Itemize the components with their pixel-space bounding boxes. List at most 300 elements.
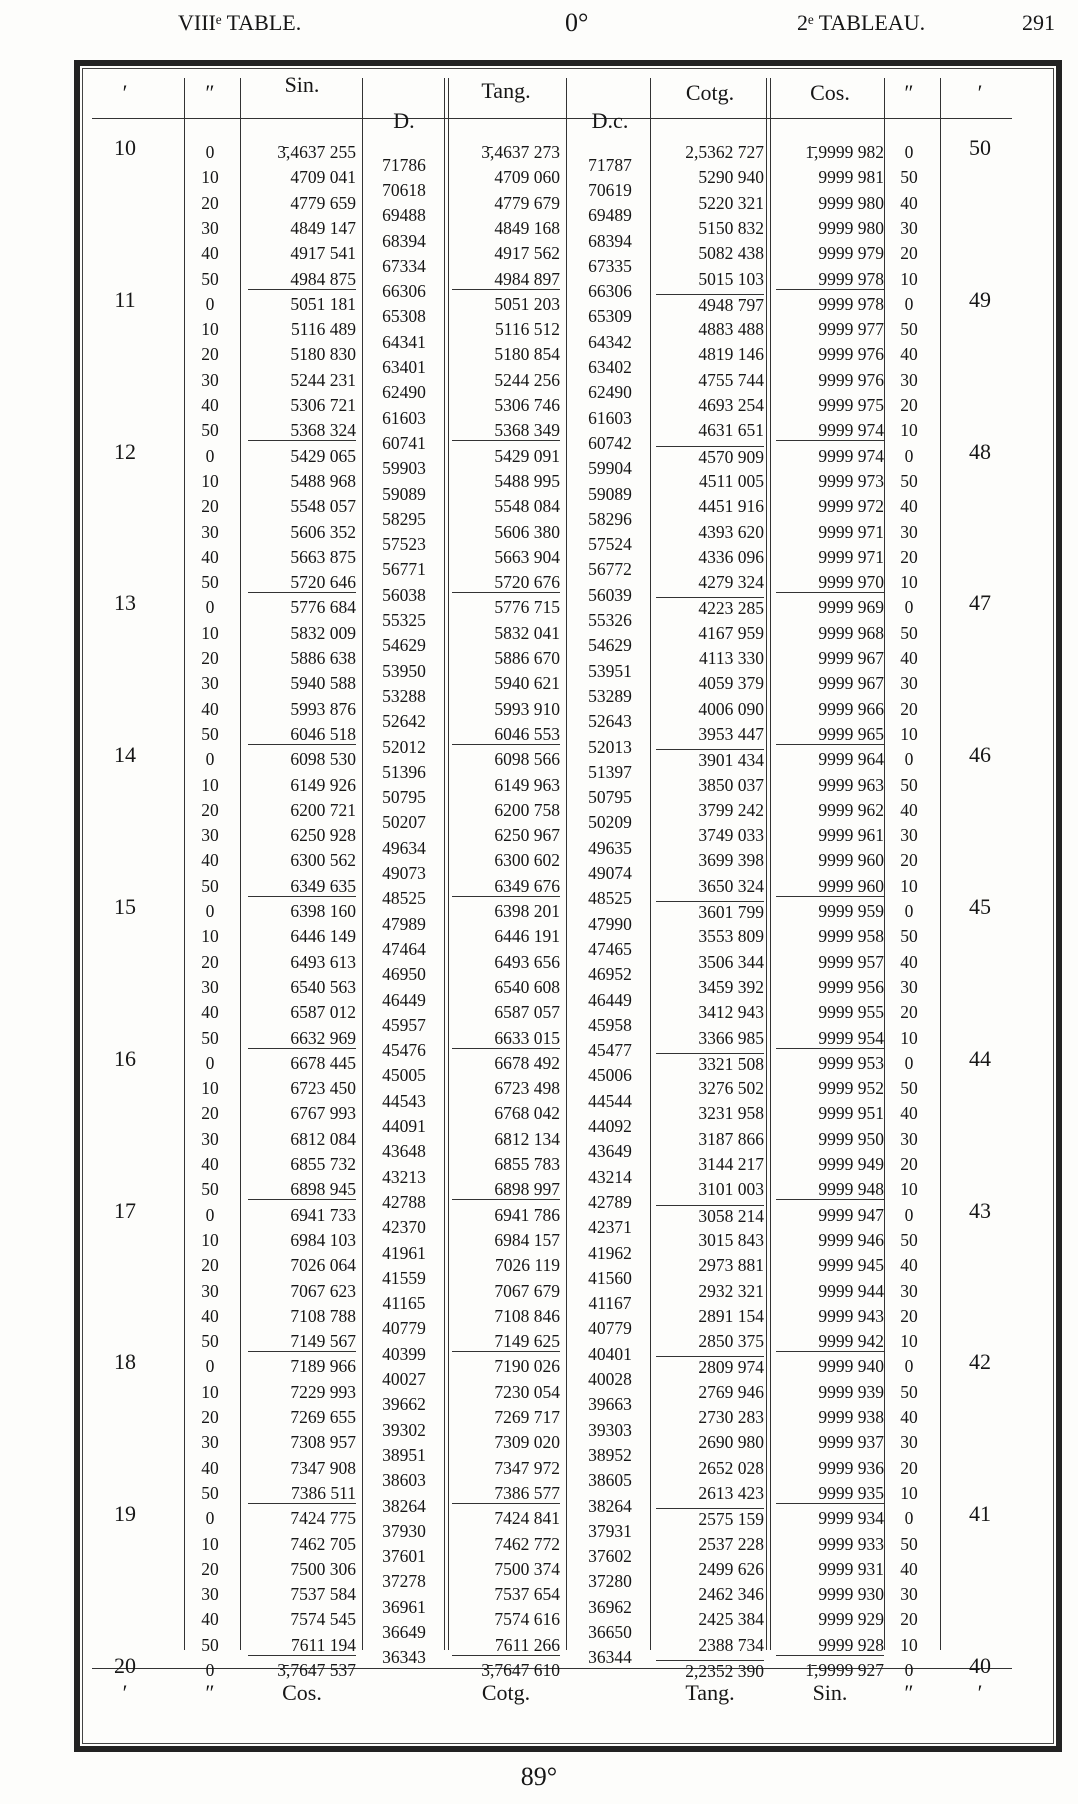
column-rule [444,78,445,1650]
sin-value: 7347 908 [290,1457,356,1478]
sin-value: 6200 721 [290,799,356,820]
cos-value: 9999 931 [818,1558,884,1579]
second-left: 10 [201,622,219,643]
cotg-value: 2891 154 [698,1305,764,1326]
sin-value: 5940 588 [290,673,356,694]
second-right: 30 [900,1128,918,1149]
column-footer: ″ [904,1680,914,1705]
cotg-value: 4167 959 [698,622,764,643]
column-header: Tang. [481,78,531,103]
tan-value: 6493 656 [494,951,560,972]
difference-dc: 42371 [588,1217,632,1238]
tan-value: 4779 679 [494,192,560,213]
tan-value: 6678 492 [494,1052,560,1073]
tan-value: 7462 772 [494,1533,560,1554]
cos-value: 1̄,9999 982 [805,142,884,162]
second-left: 10 [201,1533,219,1554]
column-footer: Tang. [685,1680,735,1705]
tan-value: 5306 746 [494,395,560,415]
cos-value: 9999 936 [818,1457,884,1478]
second-left: 0 [205,901,215,921]
cos-value: 9999 964 [818,749,884,770]
cos-value: 9999 939 [818,1381,884,1402]
tan-value: 5832 041 [494,622,560,643]
second-right: 20 [900,1305,918,1326]
column-header: Cotg. [685,80,735,105]
difference-dc: 38605 [588,1470,632,1491]
cos-value: 9999 962 [818,799,884,820]
difference-d: 50207 [382,812,426,833]
difference-dc: 55326 [588,610,632,631]
column-footer: Cos. [282,1680,322,1705]
tan-value: 6941 786 [494,1204,560,1225]
tan-value: 5180 854 [494,344,560,365]
cos-value: 9999 978 [818,293,884,314]
sin-value: 5663 875 [290,546,356,567]
second-right: 50 [900,774,918,795]
difference-d: 38264 [382,1495,426,1516]
second-left: 30 [201,1280,219,1301]
difference-dc: 64342 [588,331,632,352]
difference-dc: 43649 [588,1141,632,1162]
second-left: 0 [205,749,215,770]
second-left: 50 [201,268,219,289]
second-left: 20 [201,648,219,668]
difference-dc: 44092 [588,1116,632,1137]
sin-value: 6300 562 [290,850,356,871]
column-header: ″ [205,80,215,105]
cos-value: 9999 965 [776,724,884,745]
sin-value: 5368 324 [248,420,356,441]
cos-value: 9999 943 [818,1305,884,1326]
cos-value: 9999 949 [818,1154,884,1174]
second-right: 20 [900,1609,918,1630]
difference-dc: 42789 [588,1191,632,1212]
cos-value: 9999 967 [818,648,884,668]
sin-value: 7424 775 [290,1508,356,1529]
sin-value: 5886 638 [290,648,356,668]
cotg-value: 2575 159 [656,1508,764,1529]
second-left: 30 [201,1432,219,1453]
difference-dc: 63402 [588,357,632,378]
second-left: 50 [201,572,219,593]
cotg-value: 4819 146 [698,344,764,365]
difference-d: 54629 [382,635,426,656]
column-footer: ′ [977,1680,983,1705]
footer-degree: 89° [520,1762,558,1791]
second-left: 0 [205,293,215,314]
cos-value: 9999 970 [776,572,884,593]
sin-value: 6855 732 [290,1154,356,1174]
second-right: 0 [904,1356,914,1377]
difference-d: 36649 [382,1622,426,1643]
tan-value: 7026 119 [495,1255,560,1276]
left-minute: 10 [114,135,136,160]
second-right: 40 [900,951,918,972]
cos-value: 9999 933 [818,1533,884,1554]
second-right: 50 [900,1533,918,1554]
difference-dc: 59089 [588,483,632,504]
cos-value: 9999 963 [818,774,884,795]
sin-value: 4779 659 [290,192,356,213]
sin-value: 5429 065 [290,445,356,466]
column-footer: Sin. [812,1680,848,1705]
column-header: Sin. [284,72,320,97]
sin-value: 7537 584 [290,1584,356,1605]
sin-value: 5306 721 [290,395,356,415]
tan-value: 5886 670 [494,648,560,668]
second-left: 40 [201,1002,219,1023]
difference-dc: 47465 [588,938,632,959]
second-left: 20 [201,799,219,820]
cotg-value: 2652 028 [698,1457,764,1478]
second-left: 0 [205,1660,215,1680]
cos-value: 9999 981 [818,167,884,188]
tan-value: 4849 168 [494,217,560,238]
cotg-value: 5150 832 [698,217,764,238]
cos-value: 9999 980 [818,192,884,213]
header-center: 0° [565,8,589,37]
difference-dc: 52013 [588,736,632,757]
cos-value: 9999 951 [818,1103,884,1124]
right-minute: 41 [969,1501,991,1527]
second-left: 40 [201,1457,219,1478]
left-minute: 17 [114,1197,136,1223]
sin-value: 7149 567 [248,1331,356,1352]
second-right: 50 [900,1078,918,1099]
sin-value: 5548 057 [290,496,356,517]
difference-dc: 41560 [588,1267,632,1288]
difference-d: 63401 [382,357,426,378]
tan-value: 5368 349 [452,420,560,441]
difference-d: 66306 [382,281,426,302]
second-right: 10 [900,875,918,896]
sin-value: 7229 993 [290,1381,356,1402]
second-right: 40 [900,648,918,668]
cos-value: 9999 977 [818,319,884,340]
difference-d: 71786 [382,154,426,175]
second-left: 20 [201,1103,219,1124]
difference-d: 62490 [382,382,426,403]
difference-d: 39662 [382,1394,426,1415]
second-right: 20 [900,1002,918,1023]
column-header: D.c. [591,108,629,133]
second-left: 20 [201,1407,219,1427]
difference-d: 49634 [382,837,426,858]
tan-value: 4984 897 [452,269,560,290]
sin-value: 6349 635 [248,876,356,897]
cos-value: 9999 948 [776,1179,884,1200]
tan-value: 7611 266 [452,1635,560,1656]
cotg-value: 2613 423 [698,1482,764,1503]
cotg-value: 5220 321 [698,192,764,213]
difference-dc: 49074 [588,863,632,884]
second-left: 40 [201,546,219,567]
left-minute: 19 [114,1501,136,1527]
difference-dc: 40779 [588,1318,632,1339]
tan-value: 6633 015 [452,1028,560,1049]
second-right: 20 [900,243,918,264]
second-left: 40 [201,1609,219,1630]
cos-value: 9999 969 [818,597,884,618]
second-left: 10 [201,319,219,340]
cos-value: 9999 930 [818,1584,884,1605]
second-right: 10 [900,572,918,593]
second-right: 40 [900,1407,918,1427]
sin-value: 6941 733 [290,1204,356,1225]
difference-dc: 40401 [588,1343,632,1364]
cotg-value: 3901 434 [656,749,764,770]
second-left: 50 [201,420,219,441]
second-right: 10 [900,723,918,744]
cotg-value: 4755 744 [698,369,764,390]
cos-value: 9999 958 [818,926,884,947]
cos-value: 9999 960 [776,876,884,897]
cotg-value: 3699 398 [698,850,764,871]
cotg-value: 4336 096 [698,546,764,567]
second-right: 40 [900,799,918,820]
sin-value: 4709 041 [290,167,356,188]
cos-value: 9999 946 [818,1229,884,1250]
second-left: 20 [201,192,219,213]
sin-value: 6587 012 [290,1002,356,1023]
sin-value: 5488 968 [290,470,356,491]
left-minute: 12 [114,438,136,464]
difference-dc: 65309 [588,306,632,327]
difference-d: 45476 [382,1040,426,1061]
tan-value: 7269 717 [494,1407,560,1427]
tan-value: 6898 997 [452,1179,560,1200]
cos-value: 9999 971 [818,521,884,542]
cos-value: 9999 976 [818,369,884,390]
second-right: 0 [904,1204,914,1225]
difference-dc: 43214 [588,1166,632,1187]
sin-value: 3̄,4637 255 [277,142,356,162]
second-left: 30 [201,673,219,694]
column-rule [884,78,885,1650]
column-rule [566,78,567,1650]
tan-value: 7386 577 [452,1483,560,1504]
tan-value: 7149 625 [452,1331,560,1352]
second-right: 40 [900,344,918,365]
column-rule [184,78,185,1650]
difference-dc: 54629 [588,635,632,656]
tan-value: 7574 616 [494,1609,560,1630]
second-right: 10 [900,1331,918,1352]
difference-d: 47464 [382,938,426,959]
cotg-value: 3553 809 [698,926,764,947]
difference-d: 69488 [382,205,426,226]
difference-d: 45957 [382,1014,426,1035]
second-left: 30 [201,1128,219,1149]
cotg-value: 3412 943 [698,1002,764,1023]
tan-value: 3̄,7647 610 [481,1660,560,1680]
sin-value: 4849 147 [290,217,356,238]
second-left: 40 [201,1305,219,1326]
difference-d: 53288 [382,685,426,706]
right-minute: 45 [969,894,991,919]
tan-value: 6587 057 [494,1002,560,1023]
second-right: 0 [904,749,914,770]
difference-d: 46950 [382,964,426,985]
tan-value: 6200 758 [494,799,560,820]
tan-value: 6812 134 [494,1128,560,1149]
difference-d: 44543 [382,1090,426,1111]
sin-value: 7026 064 [290,1255,356,1276]
difference-dc: 37602 [588,1546,632,1567]
second-right: 0 [904,597,914,618]
tan-value: 6855 783 [494,1154,560,1174]
cotg-value: 2809 974 [656,1356,764,1377]
difference-dc: 71787 [588,154,632,175]
second-right: 20 [900,698,918,719]
second-left: 50 [201,875,219,896]
cotg-value: 3601 799 [656,901,764,922]
sin-value: 6446 149 [290,926,356,947]
cotg-value: 4693 254 [698,395,764,415]
difference-d: 49073 [382,863,426,884]
tan-value: 7537 654 [494,1584,560,1605]
cos-value: 9999 955 [818,1002,884,1023]
tan-value: 3̄,4637 273 [481,142,560,162]
second-left: 10 [201,1078,219,1099]
tan-value: 5051 203 [494,293,560,314]
tan-value: 6046 553 [452,724,560,745]
sin-value: 5776 684 [290,597,356,618]
second-right: 50 [900,1229,918,1250]
sin-value: 5180 830 [290,344,356,365]
difference-dc: 48525 [588,888,632,909]
sin-value: 3̄,7647 537 [277,1660,356,1680]
tan-value: 5663 904 [494,546,560,567]
cos-value: 9999 966 [818,698,884,719]
cos-value: 1̄,9999 927 [805,1660,884,1680]
difference-dc: 52643 [588,711,632,732]
difference-d: 39302 [382,1419,426,1440]
cotg-value: 3231 958 [698,1103,764,1124]
second-right: 50 [900,470,918,491]
difference-d: 61603 [382,407,426,428]
second-left: 50 [201,723,219,744]
cotg-value: 3276 502 [698,1078,764,1099]
second-left: 0 [205,1356,215,1377]
difference-d: 50795 [382,787,426,808]
cos-value: 9999 954 [776,1028,884,1049]
second-right: 30 [900,1432,918,1453]
cotg-value: 2388 734 [698,1634,764,1655]
left-minute: 18 [114,1349,136,1375]
difference-d: 40027 [382,1369,426,1390]
second-left: 30 [201,1584,219,1605]
column-rule [448,78,449,1650]
cotg-value: 4059 379 [698,673,764,694]
cos-value: 9999 934 [818,1508,884,1529]
cos-value: 9999 979 [818,243,884,264]
cotg-value: 4948 797 [656,294,764,315]
cos-value: 9999 929 [818,1609,884,1630]
cotg-value: 3459 392 [698,976,764,997]
second-left: 10 [201,926,219,947]
difference-d: 64341 [382,331,426,352]
second-left: 30 [201,369,219,390]
difference-dc: 46952 [588,964,632,985]
second-left: 10 [201,470,219,491]
cos-value: 9999 968 [818,622,884,643]
difference-dc: 61603 [588,407,632,428]
column-rule [240,78,241,1650]
cos-value: 9999 942 [776,1331,884,1352]
difference-d: 41961 [382,1242,426,1263]
difference-dc: 45958 [588,1014,632,1035]
left-minute: 13 [114,590,136,616]
cos-value: 9999 957 [818,951,884,972]
left-minute: 16 [114,1045,136,1071]
second-left: 50 [201,1482,219,1503]
difference-d: 38951 [382,1444,426,1465]
difference-dc: 66306 [588,281,632,302]
cotg-value: 4631 651 [698,420,764,441]
second-left: 30 [201,217,219,238]
difference-d: 51396 [382,761,426,782]
difference-d: 36961 [382,1596,426,1617]
sin-value: 7500 306 [290,1558,356,1579]
difference-d: 56038 [382,584,426,605]
second-right: 10 [900,1634,918,1655]
sin-value: 6149 926 [290,774,356,795]
second-right: 0 [904,1052,914,1073]
second-right: 0 [904,901,914,921]
second-left: 50 [201,1179,219,1200]
cos-value: 9999 953 [818,1052,884,1073]
sin-value: 6767 993 [290,1103,356,1124]
cos-value: 9999 974 [818,445,884,466]
column-header: ′ [122,80,128,105]
sin-value: 6632 969 [248,1028,356,1049]
tan-value: 7108 846 [494,1305,560,1326]
sin-value: 6898 945 [248,1179,356,1200]
difference-dc: 68394 [588,230,632,251]
cos-value: 9999 952 [818,1078,884,1099]
difference-dc: 59904 [588,458,632,479]
cos-value: 9999 975 [818,395,884,415]
difference-d: 43213 [382,1166,426,1187]
difference-dc: 45006 [588,1065,632,1086]
second-left: 0 [205,1204,215,1225]
cotg-value: 3506 344 [698,951,764,972]
cotg-value: 4393 620 [698,521,764,542]
right-minute: 46 [969,742,991,768]
second-left: 30 [201,825,219,846]
second-right: 50 [900,1381,918,1402]
tan-value: 4709 060 [494,167,560,188]
sin-value: 5244 231 [290,369,356,390]
cos-value: 9999 978 [776,269,884,290]
difference-dc: 70619 [588,179,632,200]
sin-value: 4984 875 [248,269,356,290]
difference-d: 37601 [382,1546,426,1567]
tan-value: 5488 995 [494,470,560,491]
cos-value: 9999 959 [818,901,884,921]
cotg-value: 4570 909 [656,446,764,467]
sin-value: 5720 646 [248,572,356,593]
column-rule [940,78,941,1650]
table-rule [92,118,1012,119]
right-minute: 48 [969,438,991,464]
cos-value: 9999 935 [776,1483,884,1504]
sin-value: 6812 084 [290,1128,356,1149]
second-right: 10 [900,1179,918,1200]
cotg-value: 4451 916 [698,496,764,517]
